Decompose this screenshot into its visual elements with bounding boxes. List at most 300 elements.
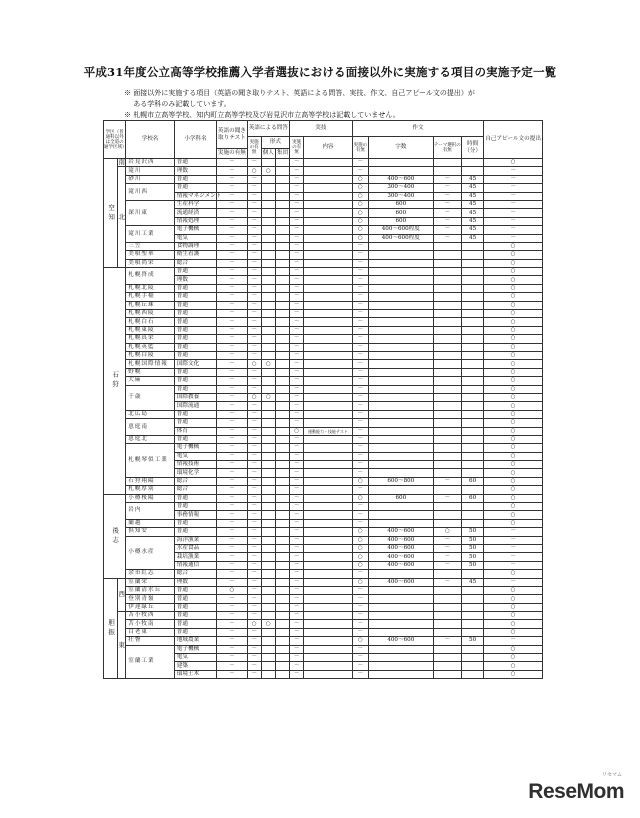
cell-course: 普通	[174, 410, 216, 418]
cell-essay-theme	[433, 620, 461, 628]
cell-essay-done: －	[352, 284, 368, 292]
cell-qa-group	[275, 393, 289, 401]
cell-skill-content	[304, 276, 353, 284]
cell-qa-group	[275, 477, 289, 485]
cell-essay-done: －	[352, 654, 368, 662]
schedule-table-wrapper	[103, 120, 543, 679]
header-skill-content: 内容	[304, 137, 353, 159]
cell-qa-group	[275, 578, 289, 586]
cell-essay-time	[461, 410, 483, 418]
cell-appeal: －	[484, 192, 543, 200]
cell-qa-indiv: ○	[261, 620, 275, 628]
cell-essay-done: －	[352, 393, 368, 401]
cell-essay-chars	[368, 377, 433, 385]
cell-essay-theme	[433, 293, 461, 301]
cell-qa-indiv	[261, 654, 275, 662]
cell-qa-group	[275, 519, 289, 527]
cell-qa-done: －	[247, 452, 261, 460]
cell-listening: －	[217, 175, 247, 183]
cell-appeal: ○	[484, 477, 543, 485]
cell-qa-indiv	[261, 511, 275, 519]
cell-skill-content	[304, 385, 353, 393]
cell-qa-indiv	[261, 209, 275, 217]
cell-school: 室蘭工業	[126, 645, 175, 679]
cell-listening: －	[217, 368, 247, 376]
cell-essay-theme: －	[433, 234, 461, 242]
cell-essay-done: －	[352, 360, 368, 368]
cell-qa-indiv	[261, 612, 275, 620]
cell-essay-done: ○	[352, 477, 368, 485]
resemom-logo: ReseMom	[528, 780, 624, 803]
cell-essay-time	[461, 654, 483, 662]
cell-essay-theme	[433, 628, 461, 636]
cell-skill-content	[304, 469, 353, 477]
cell-essay-done: －	[352, 276, 368, 284]
header-listening-sub: 実施の有無	[217, 149, 247, 159]
cell-school: 恵庭北	[126, 435, 175, 443]
header-qa: 英語による問答	[247, 121, 289, 137]
cell-qa-indiv	[261, 461, 275, 469]
cell-listening: －	[217, 360, 247, 368]
cell-qa-indiv	[261, 217, 275, 225]
cell-course: 情報処理	[174, 217, 216, 225]
cell-skill-content	[304, 343, 353, 351]
cell-school: 札幌啓成	[126, 268, 175, 285]
cell-appeal: ○	[484, 494, 543, 502]
cell-essay-done: －	[352, 595, 368, 603]
cell-essay-done: ○	[352, 536, 368, 544]
cell-essay-time: 50	[461, 561, 483, 569]
cell-course: 建築	[174, 662, 216, 670]
cell-essay-theme	[433, 301, 461, 309]
cell-qa-group	[275, 486, 289, 494]
cell-essay-done: －	[352, 461, 368, 469]
table-row	[104, 343, 543, 351]
cell-skill-content	[304, 351, 353, 359]
table-row	[104, 410, 543, 418]
cell-essay-theme	[433, 159, 461, 167]
cell-qa-indiv	[261, 477, 275, 485]
cell-qa-group	[275, 494, 289, 502]
cell-qa-done: －	[247, 486, 261, 494]
cell-listening: －	[217, 242, 247, 250]
cell-school: 恵庭南	[126, 419, 175, 436]
cell-essay-chars	[368, 570, 433, 578]
note-line: ※ 札幌市立高等学校、知内町立高等学校及び岩見沢市立高等学校は記載していません。	[124, 111, 400, 119]
cell-school: 美唄尚栄	[126, 259, 175, 267]
cell-qa-indiv	[261, 234, 275, 242]
cell-essay-chars	[368, 654, 433, 662]
cell-qa-indiv	[261, 528, 275, 536]
cell-essay-chars: 400〜600	[368, 561, 433, 569]
cell-essay-theme	[433, 444, 461, 452]
cell-essay-chars	[368, 427, 433, 435]
cell-qa-done: －	[247, 670, 261, 678]
cell-skill-content	[304, 268, 353, 276]
cell-course: 普通	[174, 586, 216, 594]
cell-qa-group	[275, 226, 289, 234]
cell-listening: －	[217, 427, 247, 435]
cell-essay-theme	[433, 662, 461, 670]
cell-qa-indiv	[261, 377, 275, 385]
cell-school: 壮瞥	[126, 637, 175, 645]
cell-essay-chars: 400〜600	[368, 578, 433, 586]
cell-skill-content	[304, 335, 353, 343]
cell-skill-done: －	[290, 184, 304, 192]
cell-essay-chars: 400〜600	[368, 544, 433, 552]
cell-essay-chars	[368, 368, 433, 376]
cell-essay-time	[461, 586, 483, 594]
cell-course: 普通	[174, 335, 216, 343]
cell-qa-indiv	[261, 519, 275, 527]
cell-essay-time: 45	[461, 192, 483, 200]
cell-essay-done: －	[352, 259, 368, 267]
cell-skill-done: －	[290, 528, 304, 536]
cell-essay-done: －	[352, 427, 368, 435]
cell-essay-theme	[433, 368, 461, 376]
cell-qa-indiv	[261, 284, 275, 292]
cell-essay-chars	[368, 259, 433, 267]
cell-appeal: －	[484, 184, 543, 192]
cell-essay-chars	[368, 670, 433, 678]
cell-appeal: ○	[484, 318, 543, 326]
cell-qa-group	[275, 620, 289, 628]
cell-essay-chars	[368, 242, 433, 250]
cell-listening: －	[217, 570, 247, 578]
cell-essay-chars	[368, 335, 433, 343]
cell-qa-done: －	[247, 410, 261, 418]
cell-listening: －	[217, 393, 247, 401]
cell-course: 普通	[174, 377, 216, 385]
cell-essay-theme	[433, 570, 461, 578]
cell-qa-indiv	[261, 326, 275, 334]
cell-essay-theme: －	[433, 544, 461, 552]
cell-skill-content	[304, 620, 353, 628]
table-row	[104, 477, 543, 485]
header-district: 学区（普通科以外は全道の通学区域）	[104, 121, 126, 159]
cell-skill-done: ○	[290, 427, 304, 435]
cell-qa-done: －	[247, 419, 261, 427]
cell-qa-group	[275, 595, 289, 603]
cell-appeal: －	[484, 217, 543, 225]
cell-essay-done: ○	[352, 226, 368, 234]
cell-skill-done: －	[290, 612, 304, 620]
table-row	[104, 293, 543, 301]
cell-listening: －	[217, 335, 247, 343]
table-row	[104, 536, 543, 544]
cell-listening: －	[217, 620, 247, 628]
cell-qa-group	[275, 184, 289, 192]
cell-appeal: ○	[484, 335, 543, 343]
cell-essay-done: －	[352, 242, 368, 250]
cell-qa-done: －	[247, 192, 261, 200]
cell-essay-chars	[368, 595, 433, 603]
cell-skill-done: －	[290, 469, 304, 477]
cell-essay-theme	[433, 461, 461, 469]
cell-course: 国際流通	[174, 402, 216, 410]
cell-essay-done: ○	[352, 200, 368, 208]
table-row	[104, 645, 543, 653]
cell-listening: －	[217, 553, 247, 561]
cell-listening: －	[217, 536, 247, 544]
cell-appeal: －	[484, 167, 543, 175]
table-row	[104, 175, 543, 183]
cell-qa-indiv	[261, 318, 275, 326]
cell-school: 登別青嶺	[126, 595, 175, 603]
note-line: ※ 面接以外に実施する項目（英語の聞き取りテスト、英語による問答、実技、作文、自己アピール文の提出）が	[124, 89, 475, 97]
cell-essay-theme	[433, 486, 461, 494]
cell-essay-time	[461, 242, 483, 250]
cell-appeal: ○	[484, 603, 543, 611]
cell-qa-indiv	[261, 586, 275, 594]
cell-listening: －	[217, 444, 247, 452]
cell-essay-time: 45	[461, 209, 483, 217]
cell-essay-theme: －	[433, 192, 461, 200]
cell-school: 千歳	[126, 385, 175, 410]
cell-appeal: ○	[484, 586, 543, 594]
cell-appeal: －	[484, 175, 543, 183]
table-row	[104, 159, 543, 167]
cell-skill-content	[304, 637, 353, 645]
cell-qa-indiv	[261, 645, 275, 653]
header-qa-form: 形式	[261, 137, 289, 149]
cell-skill-done: －	[290, 242, 304, 250]
cell-listening: －	[217, 477, 247, 485]
cell-appeal: ○	[484, 293, 543, 301]
cell-school: 滝川	[126, 167, 175, 175]
cell-essay-done: ○	[352, 561, 368, 569]
table-row	[104, 570, 543, 578]
cell-listening: －	[217, 603, 247, 611]
cell-qa-group	[275, 242, 289, 250]
cell-skill-done: －	[290, 326, 304, 334]
cell-skill-done: －	[290, 486, 304, 494]
cell-school: 札幌厚別	[126, 486, 175, 494]
cell-appeal: ○	[484, 452, 543, 460]
cell-qa-done: －	[247, 435, 261, 443]
cell-qa-group	[275, 360, 289, 368]
cell-essay-chars	[368, 662, 433, 670]
cell-skill-done: －	[290, 419, 304, 427]
cell-essay-time	[461, 570, 483, 578]
cell-essay-chars	[368, 511, 433, 519]
cell-essay-time	[461, 670, 483, 678]
table-row	[104, 268, 543, 276]
cell-essay-theme	[433, 284, 461, 292]
cell-qa-group	[275, 654, 289, 662]
table-row	[104, 435, 543, 443]
cell-skill-content	[304, 494, 353, 502]
cell-skill-done: －	[290, 461, 304, 469]
cell-skill-content	[304, 544, 353, 552]
cell-appeal: －	[484, 234, 543, 242]
header-appeal: 自己アピール文の提出	[484, 121, 543, 159]
cell-essay-done: －	[352, 326, 368, 334]
cell-listening: －	[217, 301, 247, 309]
cell-course: 普通	[174, 612, 216, 620]
cell-appeal: ○	[484, 377, 543, 385]
cell-qa-done: －	[247, 326, 261, 334]
cell-course: 総合	[174, 477, 216, 485]
cell-skill-content	[304, 654, 353, 662]
cell-appeal: －	[484, 544, 543, 552]
cell-skill-done: －	[290, 284, 304, 292]
cell-qa-done: －	[247, 561, 261, 569]
cell-essay-time	[461, 402, 483, 410]
header-skill: 実技	[290, 121, 353, 137]
cell-essay-theme: ○	[433, 528, 461, 536]
cell-essay-chars	[368, 519, 433, 527]
header-qa-indiv: 個人	[261, 149, 275, 159]
cell-listening: －	[217, 251, 247, 259]
cell-qa-done: －	[247, 402, 261, 410]
cell-skill-content	[304, 612, 353, 620]
cell-course: 国際教養	[174, 393, 216, 401]
cell-skill-done: －	[290, 368, 304, 376]
cell-essay-done: －	[352, 435, 368, 443]
cell-essay-done: －	[352, 452, 368, 460]
cell-essay-time	[461, 435, 483, 443]
cell-qa-group	[275, 427, 289, 435]
cell-skill-content	[304, 393, 353, 401]
cell-skill-done: －	[290, 159, 304, 167]
cell-essay-chars: 600	[368, 209, 433, 217]
cell-skill-done: －	[290, 503, 304, 511]
brand-sub: リセマム	[602, 772, 622, 778]
cell-qa-done: －	[247, 628, 261, 636]
cell-skill-done: －	[290, 452, 304, 460]
cell-qa-group	[275, 603, 289, 611]
cell-qa-indiv	[261, 343, 275, 351]
cell-skill-content	[304, 293, 353, 301]
cell-listening: －	[217, 452, 247, 460]
cell-listening: －	[217, 192, 247, 200]
cell-qa-group	[275, 670, 289, 678]
cell-course: 栽培漁業	[174, 553, 216, 561]
cell-qa-group	[275, 410, 289, 418]
header-qa-done: 実施の有無	[247, 137, 261, 159]
cell-qa-indiv	[261, 159, 275, 167]
table-row	[104, 494, 543, 502]
cell-essay-chars	[368, 620, 433, 628]
cell-appeal: ○	[484, 469, 543, 477]
cell-essay-theme	[433, 511, 461, 519]
cell-appeal: ○	[484, 343, 543, 351]
cell-skill-content	[304, 536, 353, 544]
cell-essay-done: －	[352, 293, 368, 301]
cell-essay-theme	[433, 654, 461, 662]
cell-essay-chars: 400〜600	[368, 637, 433, 645]
cell-essay-chars	[368, 393, 433, 401]
cell-appeal: ○	[484, 402, 543, 410]
cell-qa-done: －	[247, 553, 261, 561]
cell-skill-content	[304, 477, 353, 485]
cell-essay-done: －	[352, 511, 368, 519]
cell-essay-chars	[368, 385, 433, 393]
cell-qa-indiv	[261, 662, 275, 670]
cell-area: 石狩	[104, 268, 126, 495]
cell-essay-time	[461, 284, 483, 292]
cell-essay-chars	[368, 360, 433, 368]
cell-course: 普通	[174, 184, 216, 192]
cell-essay-chars	[368, 444, 433, 452]
cell-essay-theme	[433, 670, 461, 678]
cell-school: 苫小牧西	[126, 612, 175, 620]
cell-appeal: ○	[484, 503, 543, 511]
cell-school: 美唄聖華	[126, 251, 175, 259]
cell-appeal: ○	[484, 486, 543, 494]
cell-course: 普通	[174, 343, 216, 351]
cell-essay-time	[461, 452, 483, 460]
cell-school: 北広島	[126, 410, 175, 418]
cell-skill-content	[304, 519, 353, 527]
cell-essay-done: ○	[352, 217, 368, 225]
cell-essay-time	[461, 469, 483, 477]
cell-skill-content	[304, 184, 353, 192]
cell-qa-done: －	[247, 586, 261, 594]
cell-qa-group	[275, 318, 289, 326]
cell-essay-done: －	[352, 419, 368, 427]
table-row	[104, 444, 543, 452]
cell-qa-indiv	[261, 276, 275, 284]
cell-skill-content	[304, 461, 353, 469]
cell-skill-done: －	[290, 511, 304, 519]
cell-qa-group	[275, 209, 289, 217]
cell-qa-indiv	[261, 469, 275, 477]
page-title: 平成31年度公立高等学校推薦入学者選抜における面接以外に実施する項目の実施予定一覧	[83, 65, 557, 79]
cell-essay-theme	[433, 603, 461, 611]
cell-skill-done: －	[290, 536, 304, 544]
cell-skill-content	[304, 452, 353, 460]
cell-essay-done: －	[352, 503, 368, 511]
cell-essay-done: －	[352, 410, 368, 418]
cell-essay-done: －	[352, 318, 368, 326]
cell-skill-content	[304, 251, 353, 259]
cell-appeal: ○	[484, 461, 543, 469]
cell-skill-done: －	[290, 393, 304, 401]
cell-appeal: ○	[484, 351, 543, 359]
cell-qa-group	[275, 586, 289, 594]
cell-skill-done: －	[290, 628, 304, 636]
cell-qa-group	[275, 536, 289, 544]
cell-qa-done: －	[247, 603, 261, 611]
cell-essay-time	[461, 511, 483, 519]
cell-skill-done: －	[290, 494, 304, 502]
cell-course: 電気	[174, 654, 216, 662]
cell-school: 小樽桜陽	[126, 494, 175, 502]
cell-skill-content	[304, 242, 353, 250]
cell-qa-indiv	[261, 385, 275, 393]
header-course: 小学科名	[174, 121, 216, 159]
cell-skill-done: －	[290, 561, 304, 569]
cell-appeal: －	[484, 536, 543, 544]
cell-listening: －	[217, 578, 247, 586]
table-row	[104, 226, 543, 234]
cell-qa-indiv	[261, 175, 275, 183]
cell-qa-done: －	[247, 184, 261, 192]
table-row	[104, 377, 543, 385]
table-row	[104, 351, 543, 359]
cell-essay-chars	[368, 251, 433, 259]
cell-course: 普通	[174, 268, 216, 276]
cell-skill-done: －	[290, 360, 304, 368]
cell-essay-theme	[433, 402, 461, 410]
cell-essay-chars	[368, 461, 433, 469]
cell-essay-chars: 300〜400	[368, 192, 433, 200]
cell-qa-indiv	[261, 259, 275, 267]
cell-essay-time: 45	[461, 234, 483, 242]
cell-essay-theme	[433, 335, 461, 343]
